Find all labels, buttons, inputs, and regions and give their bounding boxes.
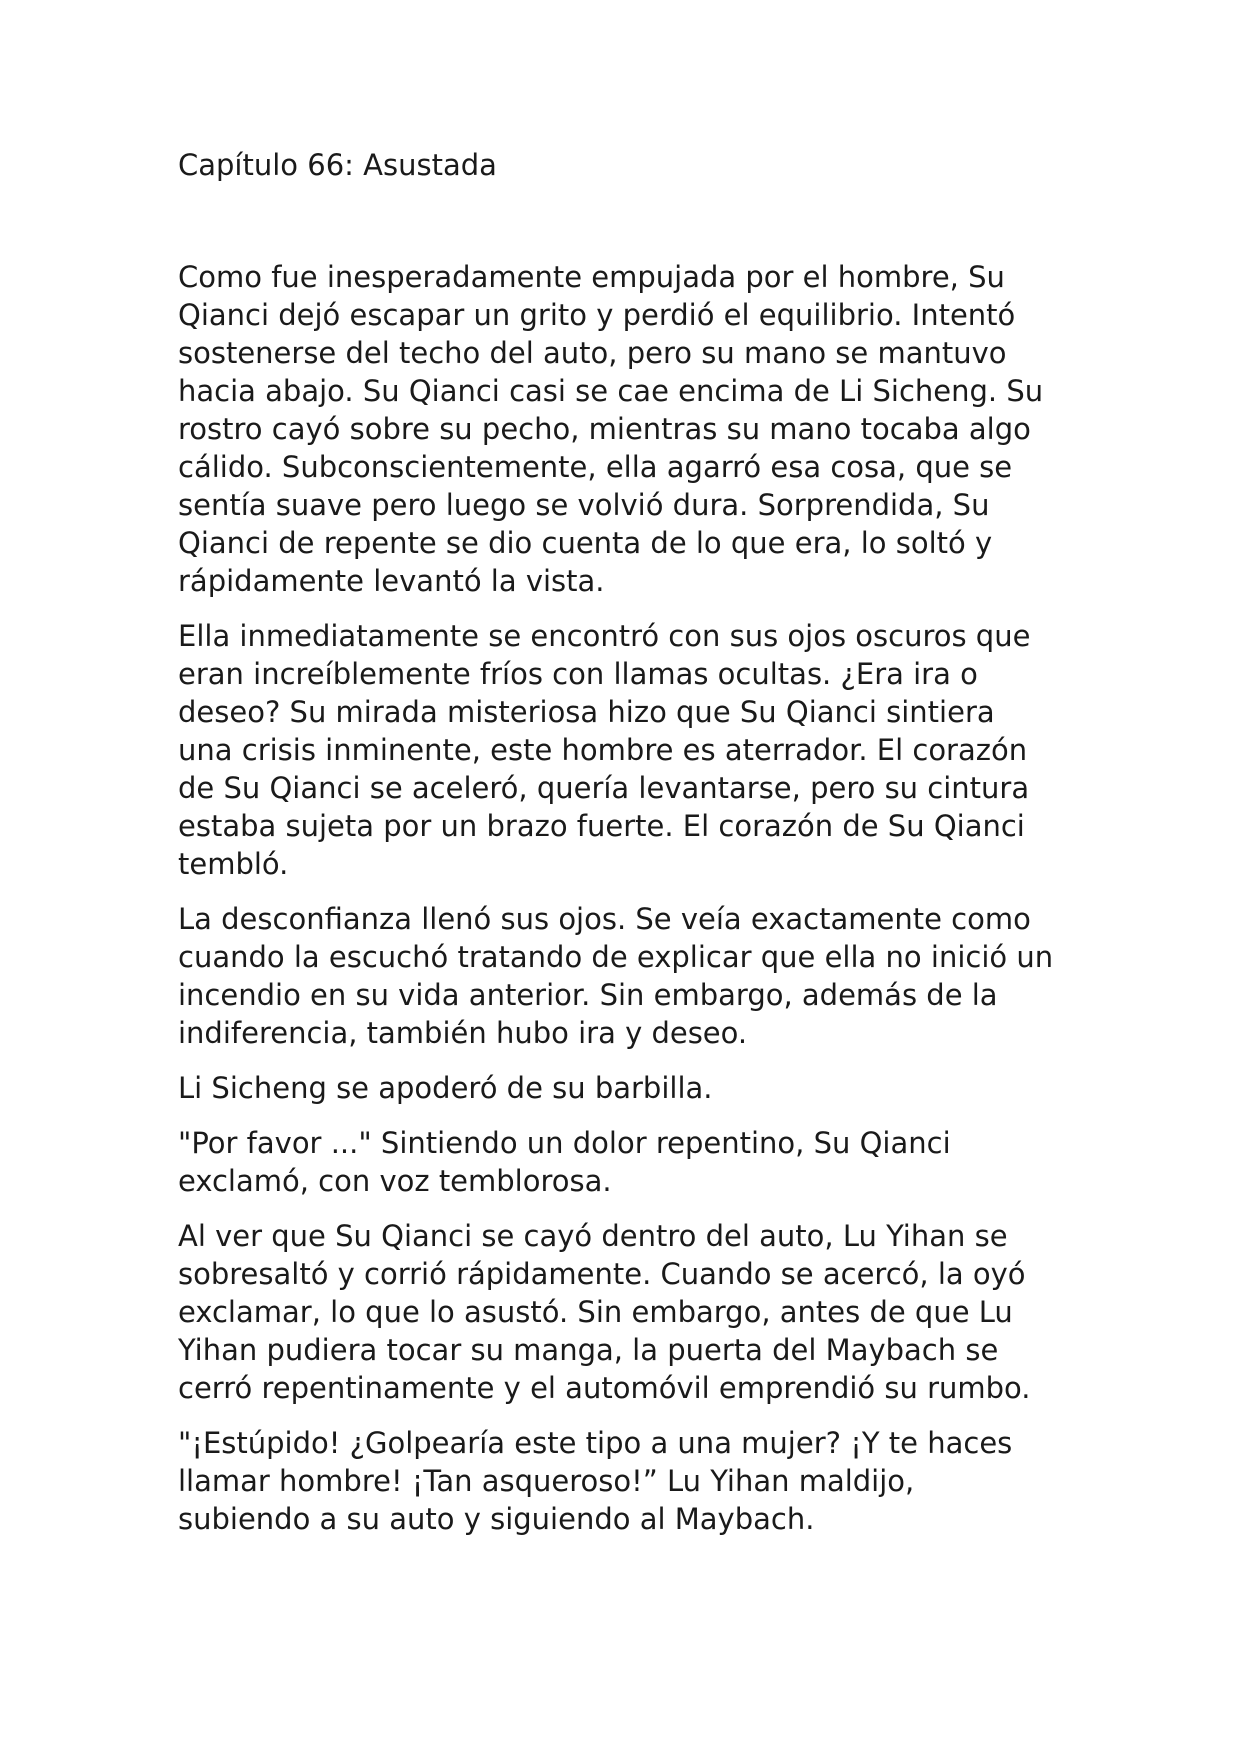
paragraph bbox=[178, 1069, 1078, 1107]
text-line: rápidamente levantó la vista. bbox=[178, 564, 605, 598]
text-line: La desconfianza llenó sus ojos. Se veía exactamente como bbox=[178, 902, 1031, 936]
text-line: Al ver que Su Qianci se cayó dentro del auto, Lu Yihan se bbox=[178, 1219, 1008, 1253]
text-line: sentía suave pero luego se volvió dura. Sorprendida, Su bbox=[178, 488, 990, 522]
paragraph bbox=[178, 1124, 1078, 1200]
text-line: una crisis inminente, este hombre es aterrador. El corazón bbox=[178, 733, 1028, 767]
text-line: rostro cayó sobre su pecho, mientras su mano tocaba algo bbox=[178, 412, 1031, 446]
text-line: Como fue inesperadamente empujada por el hombre, Su bbox=[178, 260, 1005, 294]
text-line: Qianci dejó escapar un grito y perdió el equilibrio. Intentó bbox=[178, 298, 1016, 332]
text-line: "¡Estúpido! ¿Golpearía este tipo a una mujer? ¡Y te haces bbox=[178, 1426, 1013, 1460]
paragraph bbox=[178, 258, 1078, 600]
text-line: indiferencia, también hubo ira y deseo. bbox=[178, 1016, 748, 1050]
text-line: subiendo a su auto y siguiendo al Maybach. bbox=[178, 1502, 815, 1536]
text-line: cuando la escuchó tratando de explicar que ella no inició un bbox=[178, 940, 1054, 974]
text-line: Ella inmediatamente se encontró con sus ojos oscuros que bbox=[178, 619, 1031, 653]
text-line: "Por favor ..." Sintiendo un dolor repentino, Su Qianci bbox=[178, 1126, 951, 1160]
chapter-body bbox=[178, 258, 1078, 1555]
text-line: cerró repentinamente y el automóvil emprendió su rumbo. bbox=[178, 1371, 1031, 1405]
text-line: Yihan pudiera tocar su manga, la puerta del Maybach se bbox=[178, 1333, 999, 1367]
text-line: eran increíblemente fríos con llamas ocultas. ¿Era ira o bbox=[178, 657, 978, 691]
paragraph bbox=[178, 1424, 1078, 1538]
text-line: hacia abajo. Su Qianci casi se cae encima de Li Sicheng. Su bbox=[178, 374, 1044, 408]
text-line: deseo? Su mirada misteriosa hizo que Su Qianci sintiera bbox=[178, 695, 995, 729]
text-line: Qianci de repente se dio cuenta de lo que era, lo soltó y bbox=[178, 526, 993, 560]
text-line: Li Sicheng se apoderó de su barbilla. bbox=[178, 1071, 713, 1105]
text-line: cálido. Subconscientemente, ella agarró esa cosa, que se bbox=[178, 450, 1013, 484]
paragraph bbox=[178, 617, 1078, 883]
text-line: exclamar, lo que lo asustó. Sin embargo, antes de que Lu bbox=[178, 1295, 1013, 1329]
text-line: estaba sujeta por un brazo fuerte. El corazón de Su Qianci bbox=[178, 809, 1025, 843]
paragraph bbox=[178, 1217, 1078, 1407]
text-line: de Su Qianci se aceleró, quería levantarse, pero su cintura bbox=[178, 771, 1030, 805]
text-line: tembló. bbox=[178, 847, 289, 881]
chapter-title: Capítulo 66: Asustada bbox=[178, 148, 497, 182]
text-line: sobresaltó y corrió rápidamente. Cuando se acercó, la oyó bbox=[178, 1257, 1026, 1291]
text-line: incendio en su vida anterior. Sin embargo, además de la bbox=[178, 978, 998, 1012]
text-line: exclamó, con voz temblorosa. bbox=[178, 1164, 612, 1198]
text-line: sostenerse del techo del auto, pero su mano se mantuvo bbox=[178, 336, 1007, 370]
text-line: llamar hombre! ¡Tan asqueroso!” Lu Yihan maldijo, bbox=[178, 1464, 915, 1498]
paragraph bbox=[178, 900, 1078, 1052]
